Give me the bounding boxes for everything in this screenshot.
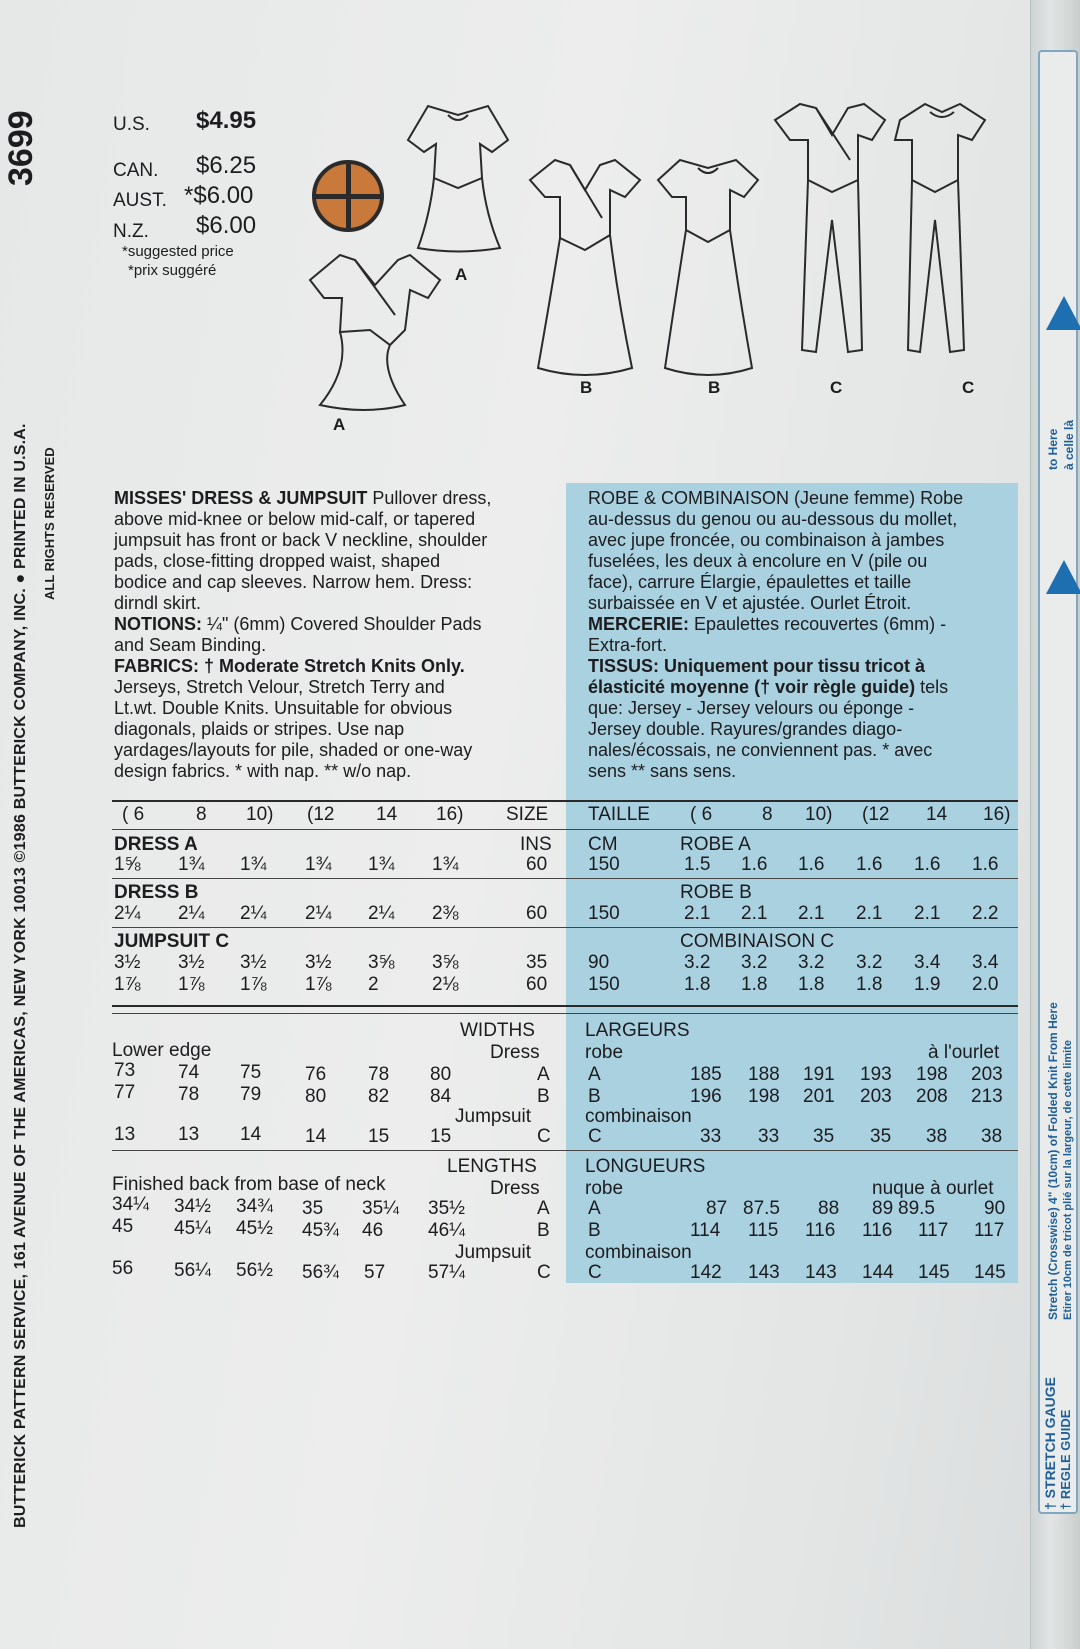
- fabrics-label: FABRICS: † Moderate Stretch Knits Only.: [114, 656, 465, 676]
- view-label-c2: C: [962, 378, 975, 397]
- table-rule-5: [112, 1150, 1018, 1151]
- view-label-a2: A: [455, 265, 468, 284]
- view-label-c1: C: [830, 378, 843, 397]
- price-label-can: CAN.: [113, 160, 159, 181]
- table-rule-top: [112, 800, 1018, 802]
- table-rule-header: [112, 829, 1018, 830]
- table-rule-4: [112, 1013, 1018, 1014]
- table-rule-3: [112, 1005, 1018, 1007]
- price-note-fr: *prix suggéré: [128, 262, 217, 279]
- gauge-to-here: to Here: [1046, 428, 1060, 470]
- tissus-label: TISSUS:: [588, 656, 660, 676]
- french-description: ROBE & COMBINAISON (Jeune femme) Robe au-dessus du genou ou au-dessous du mollet, avec jupe froncée, ou combinaison à jambes fuselées, les deux à encolure en V (pile ou face), carrure Élargie, épaulettes et taille surbaissée en V et ajustée. Ourlet Étroit. MERCERIE: Epaulettes recouvertes (6mm) - Extra-fort. TISSUS: Uniquement pour tissu tricot à élasticité moyenne († voir règle guide) tels que: Jersey - Jersey velours ou éponge - Jersey double. Rayures/grandes diago- nales/écossais, ne conviennent pas. * avec sens ** sans sens.: [588, 488, 964, 781]
- view-label-a1: A: [333, 415, 346, 434]
- french-title: ROBE & COMBINAISON (Jeune femme): [588, 488, 916, 508]
- gauge-instruction-en: Stretch (Crosswise) 4" (10cm) of Folded Knit From Here: [1046, 1002, 1060, 1320]
- price-value-us: $4.95: [196, 107, 257, 134]
- view-label-b1: B: [580, 378, 593, 397]
- mercerie-label: MERCERIE:: [588, 614, 690, 634]
- notions-label: NOTIONS:: [114, 614, 202, 634]
- gauge-end-arrow-icon: [1046, 296, 1080, 330]
- garment-illustrations: [280, 100, 1020, 440]
- table-rule-1: [112, 878, 1018, 879]
- publisher-strip: BUTTERICK PATTERN SERVICE, 161 AVENUE OF THE AMERICAS, NEW YORK 10013 ©1986 BUTTERICK COMPANY, INC. ● PRINTED IN U.S.A.: [12, 423, 29, 1528]
- gauge-instruction-fr: Etirer 10cm de tricot plié sur la largeur, de cette limite: [1062, 1040, 1074, 1320]
- gauge-title-fr: † REGLE GUIDE: [1058, 1409, 1073, 1510]
- pattern-number: 3699: [2, 110, 40, 186]
- rights-reserved: ALL RIGHTS RESERVED: [42, 447, 57, 600]
- view-label-b2: B: [708, 378, 721, 397]
- price-label-aust: AUST.: [113, 190, 167, 211]
- gauge-a-celle: à celle là: [1062, 419, 1076, 470]
- gauge-title-en: † STRETCH GAUGE: [1042, 1376, 1058, 1510]
- price-value-nz: $6.00: [196, 212, 257, 239]
- table-rule-2: [112, 927, 1018, 928]
- price-value-aust: *$6.00: [184, 182, 254, 209]
- english-description: MISSES' DRESS & JUMPSUIT Pullover dress, above mid-knee or below mid-calf, or tapered jumpsuit has front or back V neckline, shoulder pads, close-fitting dropped waist, shaped bodice and cap sleeves. Narrow hem. Dress: dirndl skirt. NOTIONS: ¼" (6mm) Covered Shoulder Pads and Seam Binding. FABRICS: † Moderate Stretch Knits Only. Jerseys, Stretch Velour, Stretch Terry and Lt.wt. Double Knits. Unsuitable for obvious diagonals, plaids or stripes. Use nap yardages/layouts for pile, shaded or one-way design fabrics. * with nap. ** w/o nap.: [114, 488, 554, 782]
- gauge-start-arrow-icon: [1046, 560, 1080, 594]
- english-title: MISSES' DRESS & JUMPSUIT: [114, 488, 368, 508]
- price-note-en: *suggested price: [122, 243, 234, 260]
- price-label-us: U.S.: [113, 114, 150, 135]
- price-value-can: $6.25: [196, 152, 257, 179]
- price-label-nz: N.Z.: [113, 221, 149, 242]
- pattern-envelope-back: BUTTERICK PATTERN SERVICE, 161 AVENUE OF THE AMERICAS, NEW YORK 10013 ©1986 BUTTERICK COMPANY, INC. ● PRINTED IN U.S.A. ALL RIGHTS RESERVED 3699 U.S. $4.95 CAN. $6.25 AUST. *$6.00 N.Z. $6.00 *suggested price *prix suggéré A A B B C C MISSES' DRESS & JUMPSUIT Pullover dress, above mid-knee or below mid-calf, or tapered jumpsuit has front or back V neckline, shoulder pads, close-fitting dropped waist, shaped bodice and cap sleeves. Narrow hem. Dress: dirndl skirt. NOTIONS: ¼" (6mm) Covered Shoulder Pads and Seam Binding. FABRICS: † Moderate Stretch Knits Only. Jerseys, Stretch Velour, Stretch Terry and Lt.wt. Double Knits. Unsuitable for obvious diagonals, plaids or stripes. Use nap yardages/layouts for pile, shaded or one-way design fabrics. * with nap. ** w/o nap. ROBE & COMBINAISON (Jeune femme) Robe au-dessus du genou ou au-dessous du mollet, avec jupe froncée, ou combinaison à jambes fuselées, les deux à encolure en V (pile ou face), carrure Élargie, épaulettes et taille surbaissée en V et ajustée. Ourlet Étroit. MERCERIE: Epaulettes recouvertes (6mm) - Extra-fort. TISSUS: Uniquement pour tissu tricot à élasticité moyenne († voir règle guide) tels que: Jersey - Jersey velours ou éponge - Jersey double. Rayures/grandes diago- nales/écossais, ne conviennent pas. * avec sens ** sans sens. ( 6 8 10) (12 14 16) SIZE TAILLE ( 6 8 10) (12 14 16) DRESS A INS CM ROBE A 1⅝ 1¾ 1¾ 1¾ 1¾ 1¾ 60 150 1.5 1.6 1.6 1.6 1.6 1.6 DRESS B ROBE B 2¼ 2¼ 2¼ 2¼ 2¼ 2⅜ 60 150 2.1 2.1 2.1 2.1 2.1 2.2 JUMPSUIT C COMBINAISON C 3½ 3½ 3½ 3½ 3⅝ 3⅝ 35 90 3.2 3.2 3.2 3.2 3.4 3.4 1⅞ 1⅞ 1⅞ 1⅞ 2 2⅛ 60 150 1.8 1.8 1.8 1.8 1.9 2.0 WIDTHS LARGEURS Dress Lower edge robe à l'ourlet 73 74 75 76 78 80 A A 185 188 191 193 198 203 77 78 79 80 82 84 B B 196 198 201 203 208 213 Jumpsuit combinaison 13 13 14 14 15 15 C C 33 33 35 35 38 38 LENGTHS LONGUEURS Finished back from base of neck Dress robe nuque à ourlet 34¼ 34½ 34¾ 35 35¼ 35½ A A 87 87.5 88 89 89.5 90 45 45¼ 45½ 45¾ 46 46¼ B B 114 115 116 116 117 117 Jumpsuit combinaison 56 56¼ 56½ 56¾ 57 57¼ C C 142 143 143 144 145 145 to Here à celle là Stretch (Crosswise) 4" (10cm) of Folded Knit From Here Etirer 10cm de tricot plié sur la largeur, de cette limite † STRETCH GAUGE † REGLE GUIDE: [0, 0, 1080, 1649]
